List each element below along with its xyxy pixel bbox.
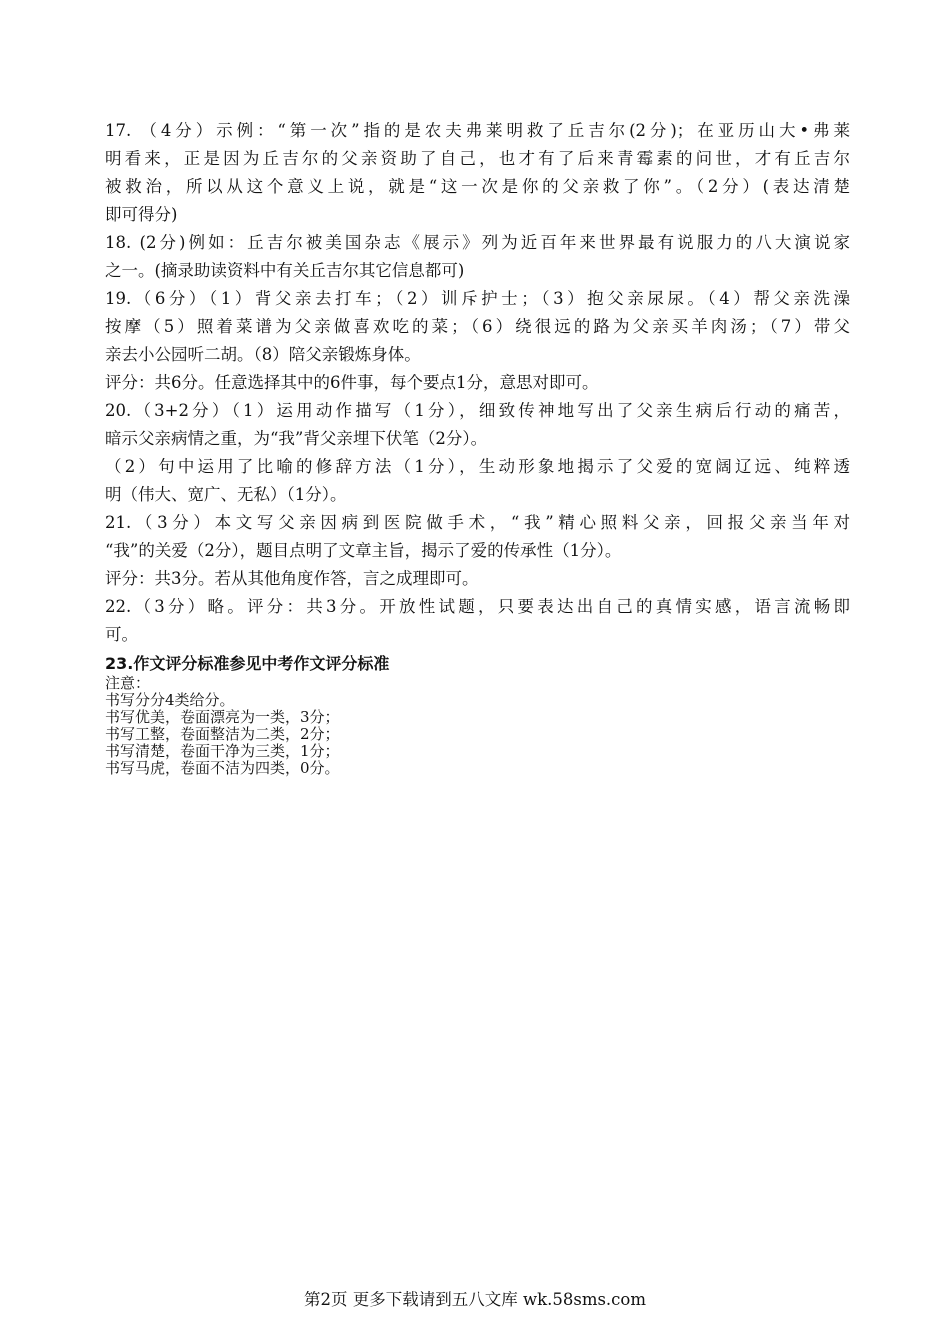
answer-20-part-2 bbox=[105, 453, 850, 509]
note-line: 书写分分4类给分。 bbox=[105, 691, 235, 709]
text-line: 20.（3+2分）（1）运用动作描写（1分），细致传神地写出了父亲生病后行动的痛苦， bbox=[105, 401, 850, 420]
text-line: 17. （4分）示例：“第一次”指的是农夫弗莱明救了丘吉尔(2分)；在亚历山大•弗莱 bbox=[105, 121, 850, 140]
text-line: 亲去小公园听二胡。（8）陪父亲锻炼身体。 bbox=[105, 345, 421, 364]
answer-document bbox=[105, 117, 850, 777]
text-line: （2）句中运用了比喻的修辞方法（1分），生动形象地揭示了父爱的宽阔辽远、纯粹透 bbox=[105, 457, 850, 476]
answer-20 bbox=[105, 397, 850, 453]
text-line: 评分：共6分。任意选择其中的6件事，每个要点1分，意思对即可。 bbox=[105, 373, 599, 392]
answer-list bbox=[105, 117, 850, 649]
answer-17 bbox=[105, 117, 850, 229]
text-line: “我”的关爱（2分），题目点明了文章主旨，揭示了爱的传承性（1分）。 bbox=[105, 541, 622, 560]
text-line: 之一。(摘录助读资料中有关丘吉尔其它信息都可) bbox=[105, 261, 465, 280]
note-line: 书写清楚，卷面干净为三类，1分； bbox=[105, 742, 340, 760]
text-line: 19.（6分）（1）背父亲去打车；（2）训斥护士；（3）抱父亲尿尿。（4）帮父亲洗澡 bbox=[105, 289, 850, 308]
text-line: 即可得分) bbox=[105, 205, 178, 224]
text-line: 18. (2分)例如：丘吉尔被美国杂志《展示》列为近百年来世界最有说服力的八大演说家 bbox=[105, 233, 850, 252]
answer-19 bbox=[105, 285, 850, 369]
essay-scoring-heading: 23.作文评分标准参见中考作文评分标准 bbox=[105, 654, 390, 673]
page-footer: 第2页 更多下载请到五八文库 wk.58sms.com bbox=[304, 1290, 646, 1309]
text-line: 按摩（5）照着菜谱为父亲做喜欢吃的菜；（6）绕很远的路为父亲买羊肉汤；（7）带父 bbox=[105, 317, 850, 336]
text-line: 明看来，正是因为丘吉尔的父亲资助了自己，也才有了后来青霉素的问世，才有丘吉尔 bbox=[105, 149, 850, 168]
text-line: 21.（3分）本文写父亲因病到医院做手术，“我”精心照料父亲，回报父亲当年对 bbox=[105, 513, 850, 532]
answer-21 bbox=[105, 509, 850, 565]
text-line: 明（伟大、宽广、无私）（1分）。 bbox=[105, 485, 347, 504]
text-line: 暗示父亲病情之重，为“我”背父亲埋下伏笔（2分）。 bbox=[105, 429, 488, 448]
text-line: 22.（3分）略。评分：共3分。开放性试题，只要表达出自己的真情实感，语言流畅即 bbox=[105, 597, 850, 616]
scoring-19 bbox=[105, 369, 850, 397]
text-line: 评分：共3分。若从其他角度作答，言之成理即可。 bbox=[105, 569, 479, 588]
text-line: 被救治，所以从这个意义上说，就是“这一次是你的父亲救了你”。（2分）(表达清楚 bbox=[105, 177, 850, 196]
scoring-21 bbox=[105, 565, 850, 593]
answer-22 bbox=[105, 593, 850, 649]
handwriting-notes bbox=[105, 675, 850, 777]
text-line: 可。 bbox=[105, 625, 138, 644]
note-line: 书写工整，卷面整洁为二类，2分； bbox=[105, 725, 340, 743]
note-line: 书写优美，卷面漂亮为一类，3分； bbox=[105, 708, 340, 726]
note-line: 书写马虎，卷面不洁为四类，0分。 bbox=[105, 759, 340, 777]
note-line: 注意： bbox=[105, 674, 151, 692]
answer-18 bbox=[105, 229, 850, 285]
